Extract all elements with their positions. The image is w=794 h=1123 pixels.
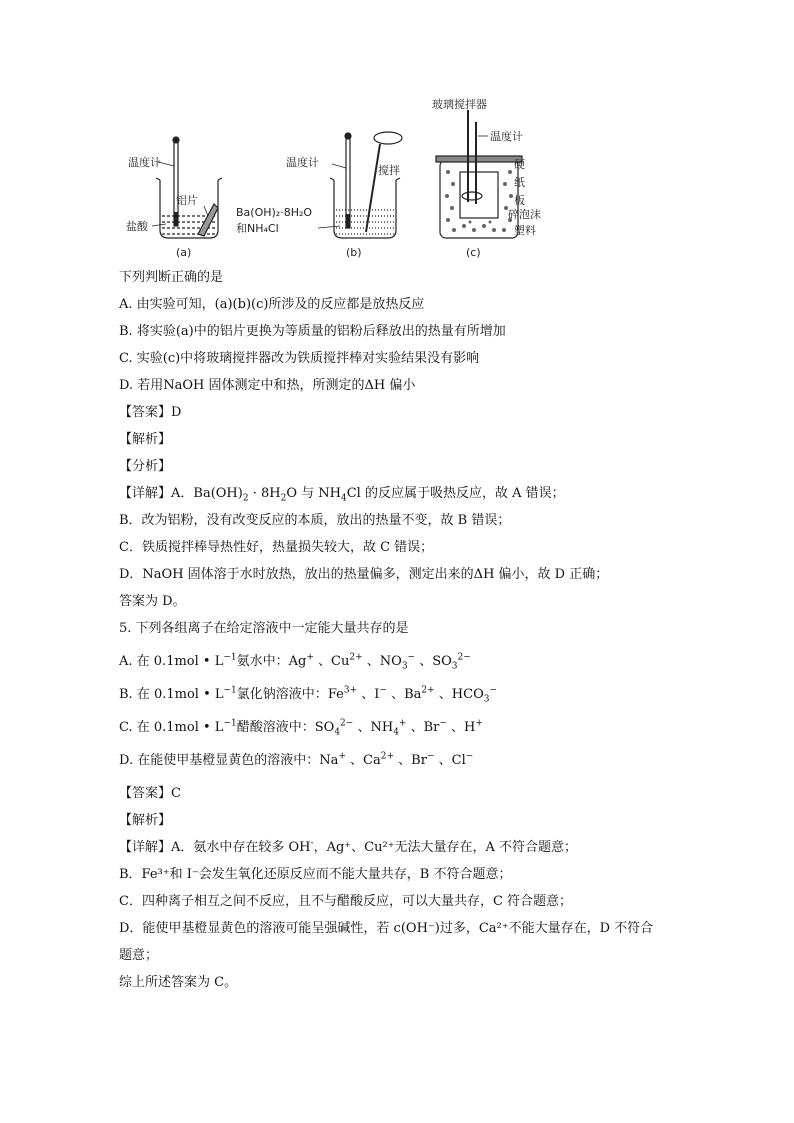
beaker-a <box>156 137 222 238</box>
document-body <box>119 270 684 991</box>
label-c-foam1: 碎泡沫 <box>508 208 541 221</box>
label-b-stir: 搅拌 <box>378 164 400 177</box>
q5-option-b: B. 在 0.1mol • $L^{-1}$氯化钠溶液中：$Fe^{3+}$ 、I− 、$Ba^{2+}$ 、$HCO_3^-$ <box>119 685 498 705</box>
label-a-acid: 盐酸 <box>126 220 148 233</box>
q5-option-a: A. 在 0.1mol • $L^{-1}$氨水中：Ag+ 、$Cu^{2+}$ 、$NO_3^-$ 、$SO_3^{2-}$ <box>119 652 471 672</box>
q4-option-b: B. 将实验(a)中的铝片更换为等质量的铝粉后释放出的热量有所增加 <box>119 324 506 339</box>
q5-detail-a: 【详解】A．氨水中存在较多 OH-，Ag⁺、Cu²⁺无法大量存在，A 不符合题意； <box>119 838 578 855</box>
label-c-board2: 纸 <box>514 176 525 189</box>
label-a-thermometer: 温度计 <box>128 156 161 169</box>
q5-detail-d-2: 题意； <box>119 948 159 963</box>
q4-analysis-heading: 【解析】 <box>119 432 172 447</box>
q5-detail-c: C．四种离子相互之间不反应，且不与醋酸反应，可以大量共存，C 符合题意； <box>119 894 573 909</box>
label-c-foam2: 塑料 <box>514 224 536 237</box>
q4-answer: 【答案】D <box>119 405 182 420</box>
q4-detail-b: B．改为铝粉，没有改变反应的本质，放出的热量不变，故 B 错误； <box>119 513 511 528</box>
label-b-reagent1: Ba(OH)₂·8H₂O <box>236 206 313 219</box>
label-c-stirrer: 玻璃搅拌器 <box>432 98 487 111</box>
q5-detail-b: B．Fe³⁺和 I⁻会发生氧化还原反应而不能大量共存，B 不符合题意； <box>119 867 512 882</box>
beaker-b <box>330 132 402 238</box>
q5-option-c: C. 在 0.1mol • $L^{-1}$醋酸溶液中：$SO_4^{2-}$ 、$NH_4^+$ 、Br− 、H+ <box>119 718 483 738</box>
q4-stem: 下列判断正确的是 <box>119 270 224 285</box>
label-a-foil: 铝片 <box>176 194 198 207</box>
caption-c: (c) <box>466 246 481 259</box>
label-c-thermometer: 温度计 <box>490 130 523 143</box>
caption-b: (b) <box>346 246 362 259</box>
q4-detail-d: D．NaOH 固体溶于水时放热，放出的热量偏多，测定出来的ΔH 偏小，故 D 正确； <box>119 567 609 582</box>
label-b-thermometer: 温度计 <box>286 156 319 169</box>
q5-analysis-heading: 【解析】 <box>119 813 172 828</box>
label-c-board3: 板 <box>514 194 525 207</box>
q5-option-d: D. 在能使甲基橙显黄色的溶液中：Na+ 、$Ca^{2+}$ 、Br− 、Cl− <box>119 751 474 768</box>
label-b-reagent2: 和NH₄Cl <box>236 222 279 235</box>
q4-detail-a: 【详解】A．$Ba(OH)_2 \cdot 8H_2O$ 与 $NH_4Cl$ 的反应属于吸热反应，故 A 错误； <box>119 486 565 504</box>
q5-conclusion: 综上所述答案为 C。 <box>119 975 238 990</box>
q5-stem: 5. 下列各组离子在给定溶液中一定能大量共存的是 <box>119 621 409 636</box>
apparatus-figure <box>110 92 570 264</box>
q4-conclusion: 答案为 D。 <box>119 594 186 609</box>
q5-detail-d-1: D．能使甲基橙显黄色的溶液可能呈强碱性，若 c(OH⁻)过多，Ca²⁺不能大量存在，D 不符合 <box>119 921 654 936</box>
q4-fenxi-heading: 【分析】 <box>119 459 172 474</box>
caption-a: (a) <box>176 246 192 259</box>
q4-option-a: A. 由实验可知，(a)(b)(c)所涉及的反应都是放热反应 <box>119 297 425 312</box>
q4-detail-c: C．铁质搅拌棒导热性好，热量损失较大，故 C 错误； <box>119 540 434 555</box>
label-c-board1: 硬 <box>514 158 525 171</box>
apparatus-diagram <box>110 92 570 264</box>
q4-option-d: D. 若用NaOH 固体测定中和热，所测定的ΔH 偏小 <box>119 378 416 393</box>
q5-answer: 【答案】C <box>119 786 181 801</box>
q4-option-c: C. 实验(c)中将玻璃搅拌器改为铁质搅拌棒对实验结果没有影响 <box>119 351 480 366</box>
